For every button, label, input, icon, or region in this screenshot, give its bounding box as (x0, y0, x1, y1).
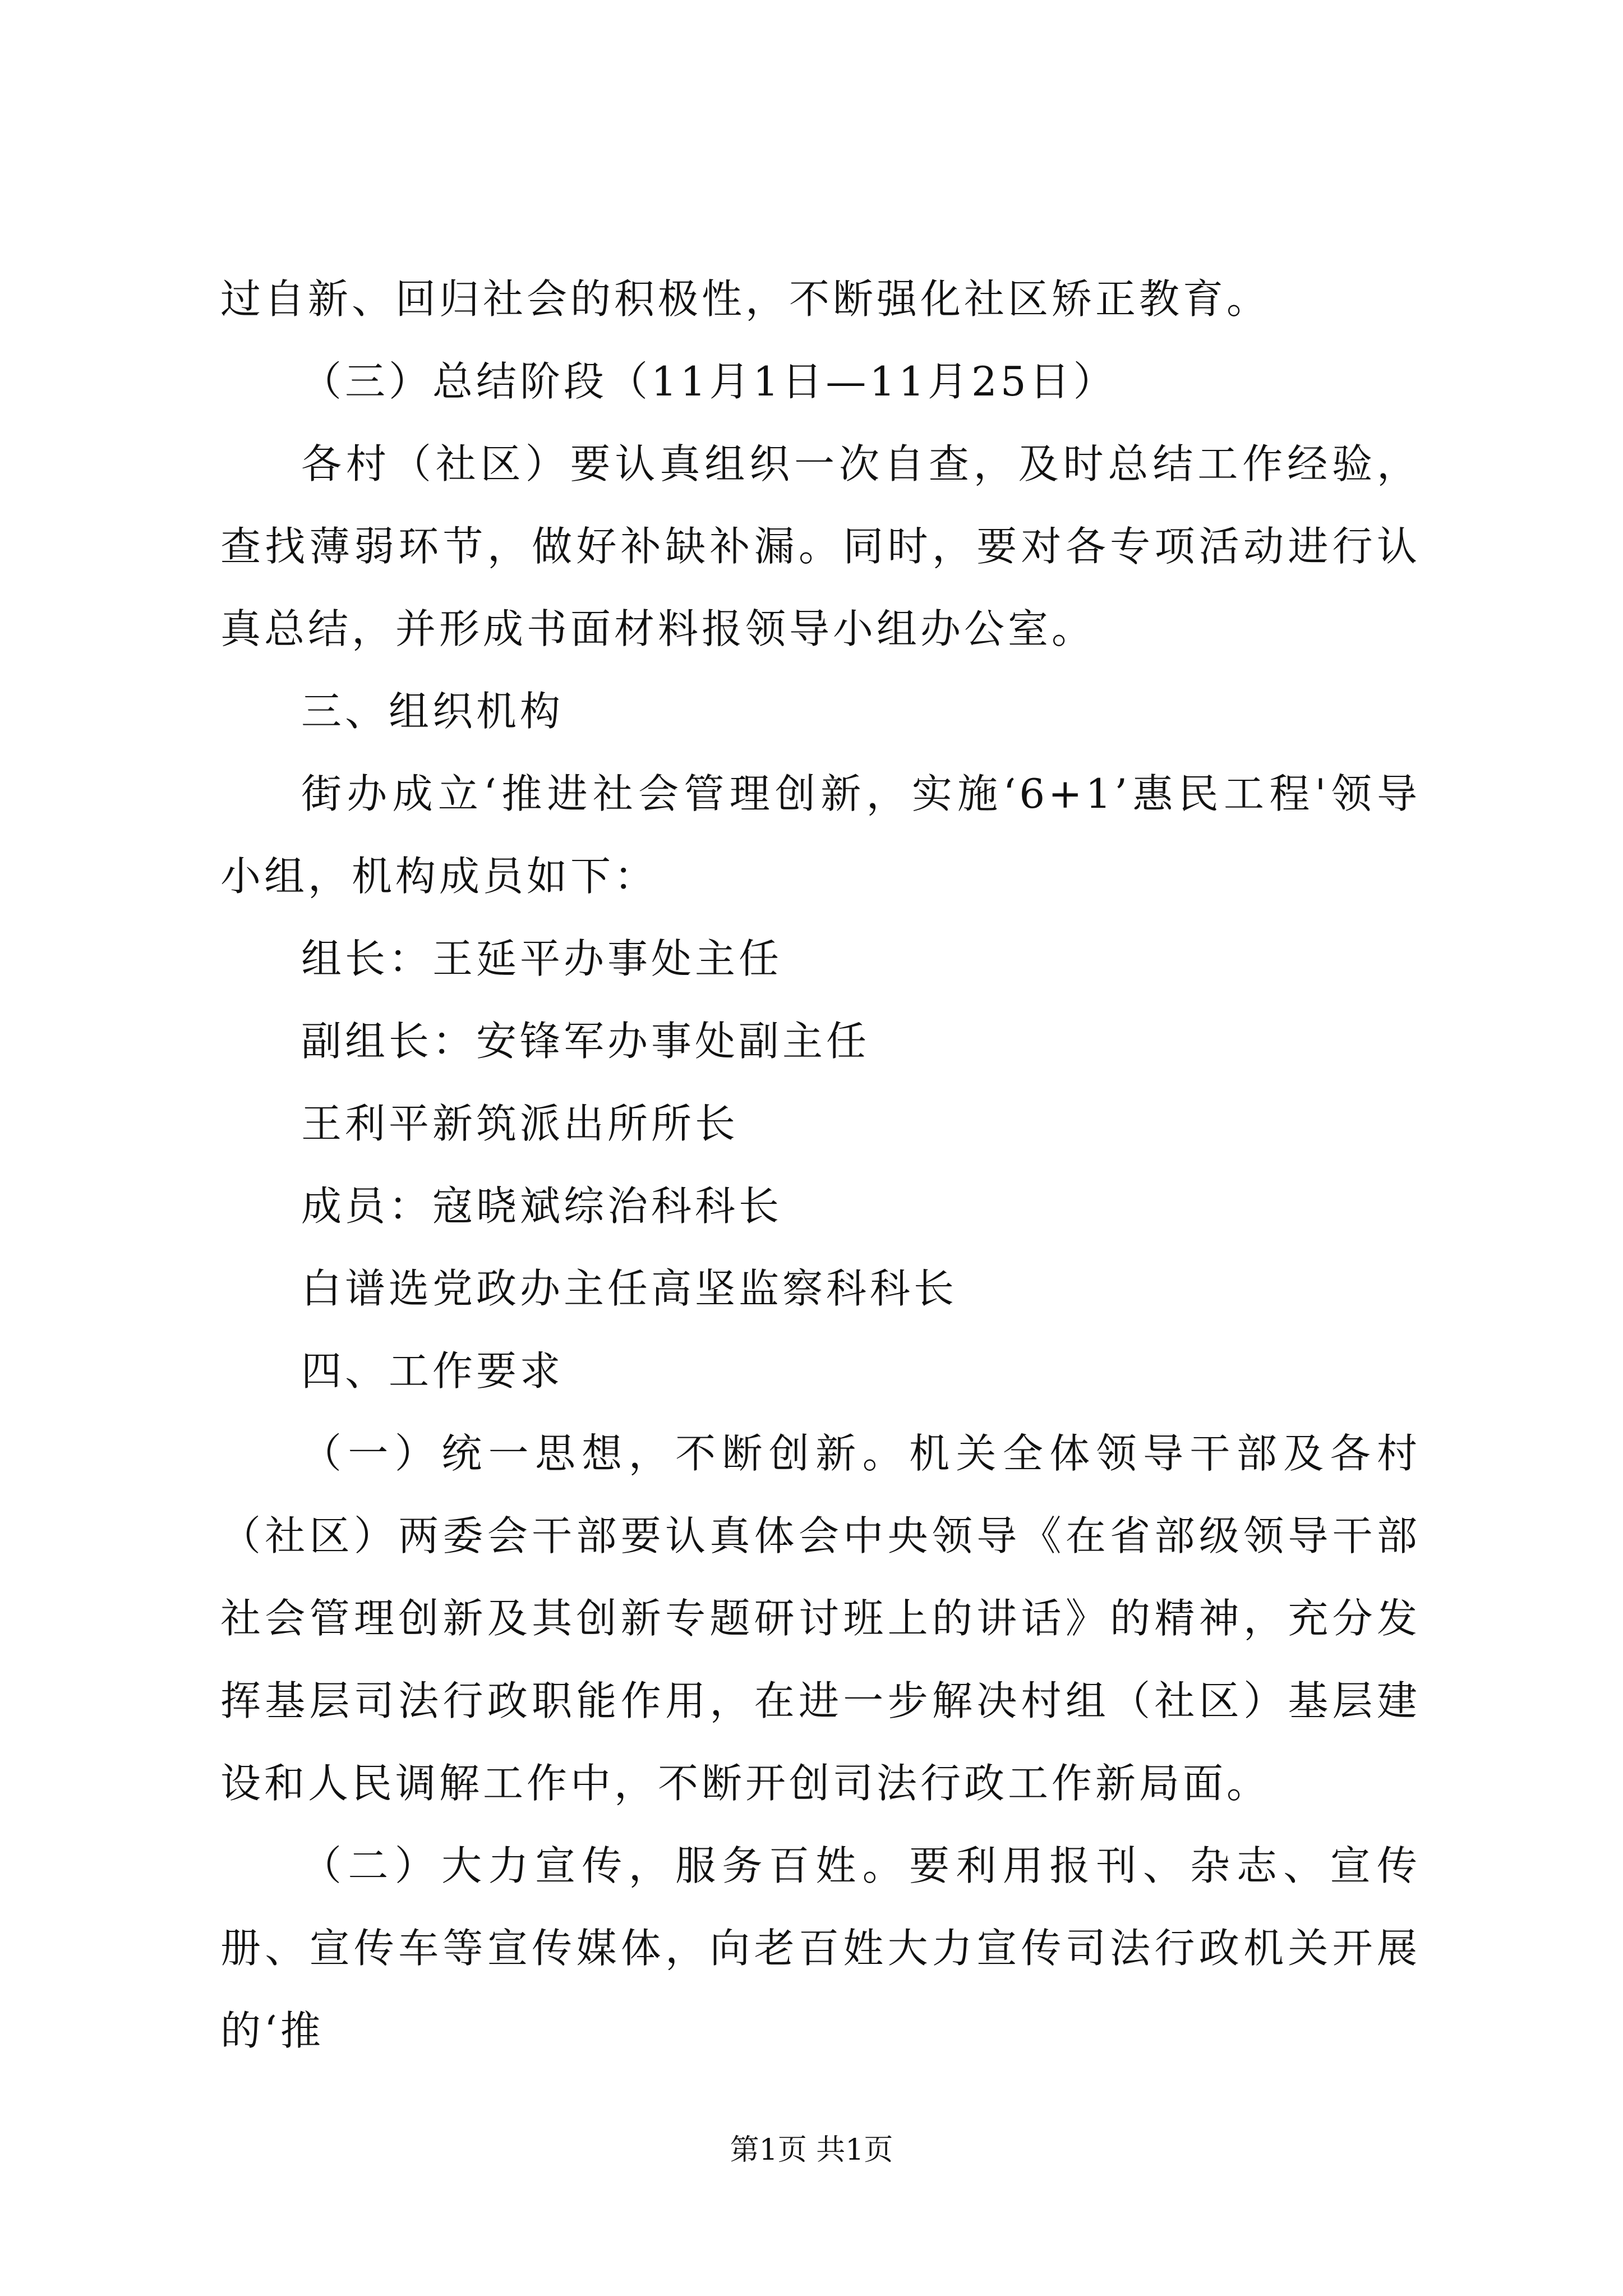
heading-work-requirements: 四、工作要求 (301, 1347, 564, 1395)
document-body (220, 258, 1421, 2072)
member-police-chief: 王利平新筑派出所所长 (301, 1100, 739, 1147)
paragraph-summary-stage: （三）总结阶段（11月1日—11月25日） (301, 358, 1117, 405)
page-footer: 第1页 共1页 (730, 2133, 893, 2167)
member-section-chief: 成员：寇晓斌综治科科长 (301, 1182, 783, 1230)
member-office-directors: 白谱选党政办主任高坚监察科科长 (301, 1265, 958, 1312)
paragraph-self-check: 各村（社区）要认真组织一次自查，及时总结工作经验，查找薄弱环节，做好补缺补漏。同时，要对各专项活动进行认真总结，并形成书面材料报领导小组办公室。 (220, 440, 1421, 652)
paragraph-publicity: （二）大力宣传，服务百姓。要利用报刊、杂志、宣传册、宣传车等宣传媒体，向老百姓大力宣传司法行政机关开展的‘推 (220, 1842, 1421, 2054)
paragraph-unify-thinking: （一）统一思想，不断创新。机关全体领导干部及各村（社区）两委会干部要认真体会中央领导《在省部级领导干部社会管理创新及其创新专题研讨班上的讲话》的精神，充分发挥基层司法行政职能作用，在进一步解决村组（社区）基层建设和人民调解工作中，不断开创司法行政工作新局面。 (220, 1430, 1421, 1807)
paragraph-leading-group: 街办成立‘推进社会管理创新，实施‘6+1’惠民工程'领导小组，机构成员如下： (220, 770, 1421, 900)
member-leader: 组长：王延平办事处主任 (301, 935, 783, 982)
paragraph-continuation: 过自新、回归社会的积极性，不断强化社区矫正教育。 (220, 275, 1271, 323)
member-deputy-leader: 副组长：安锋军办事处副主任 (301, 1018, 870, 1065)
heading-organization: 三、组织机构 (301, 688, 564, 735)
